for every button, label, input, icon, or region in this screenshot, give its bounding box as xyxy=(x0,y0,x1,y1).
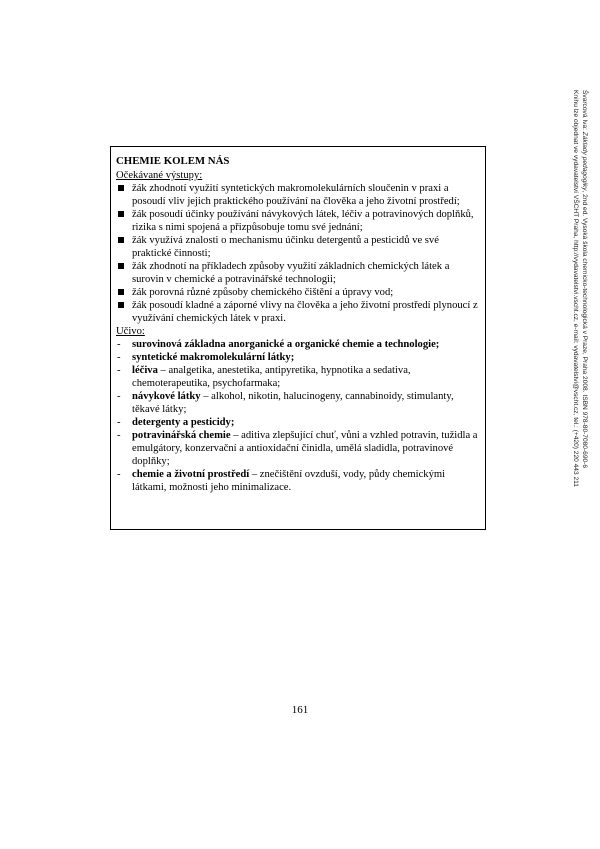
square-bullet-icon xyxy=(118,211,124,217)
outcome-item: žák porovná různé způsoby chemického čištění a úpravy vod; xyxy=(116,286,479,299)
curriculum-item xyxy=(116,416,479,429)
curriculum-term: léčiva xyxy=(132,365,158,376)
curriculum-item xyxy=(116,390,479,416)
dash-bullet-icon: - xyxy=(117,417,121,428)
content-box xyxy=(110,146,486,530)
curriculum-term: návykové látky xyxy=(132,391,201,402)
curriculum-term: detergenty a pesticidy; xyxy=(132,417,235,428)
curriculum-detail: – znečištění ovzduší, vody, půdy chemickými látkami, možnosti jeho minimalizace. xyxy=(132,469,446,493)
outcome-item: žák zhodnotí na příkladech způsoby využití základních chemických látek a surovin v chemické a potravinářské technologii; xyxy=(116,260,479,286)
dash-bullet-icon: - xyxy=(117,430,121,441)
citation-book-title: Základy pedagogiky xyxy=(581,131,588,191)
outcome-item: žák posoudí účinky používání návykových látek, léčiv a potravinových doplňků, rizika s nimi spojená a přizpůsobuje tomu své jednání; xyxy=(116,208,479,234)
outcomes-label: Očekávané výstupy: xyxy=(116,170,203,181)
curriculum-label: Učivo: xyxy=(116,326,145,337)
square-bullet-icon xyxy=(118,302,124,308)
dash-bullet-icon: - xyxy=(117,469,121,480)
curriculum-item xyxy=(116,429,479,468)
outcome-item: žák zhodnotí využití syntetických makromolekulárních sloučenin v praxi a posoudí vliv jejich praktického používání na člověka a jeho životní prostředí; xyxy=(116,182,479,208)
curriculum-term: surovinová základna anorganické a organické chemie a technologie; xyxy=(132,339,440,350)
curriculum-detail: – aditiva zlepšující chuť, vůni a vzhled potravin, tužidla a emulgátory, konzervační a antioxidační činidla, umělá sladidla, potravinové doplňky; xyxy=(132,430,478,467)
curriculum-item xyxy=(116,364,479,390)
citation-line-2: Knihu lze objednat ve vydavatelství VŠCHT Praha, http://vydavatelstvi.vscht.cz, e-mail: vydavatelstvi@vscht.cz, tel.: (+420) 220 443 211 xyxy=(572,90,579,487)
curriculum-term: syntetické makromolekulární látky; xyxy=(132,352,295,363)
page-number: 161 xyxy=(291,704,309,716)
curriculum-term: chemie a životní prostředí xyxy=(132,469,250,480)
curriculum-item xyxy=(116,468,479,494)
outcome-item: žák využívá znalosti o mechanismu účinku detergentů a pesticidů ve své praktické činnosti; xyxy=(116,234,479,260)
dash-bullet-icon: - xyxy=(117,352,121,363)
citation-line-1 xyxy=(580,90,589,580)
square-bullet-icon xyxy=(118,185,124,191)
curriculum-term: potravinářská chemie xyxy=(132,430,231,441)
outcome-item: žák posoudí kladné a záporné vlivy na člověka a jeho životní prostředí plynoucí z využívání chemických látek v praxi. xyxy=(116,299,479,325)
square-bullet-icon xyxy=(118,263,124,269)
outcomes-list xyxy=(116,182,479,325)
dash-bullet-icon: - xyxy=(117,339,121,350)
curriculum-item xyxy=(116,338,479,351)
citation-author: Švarcová Iva: xyxy=(581,90,588,130)
side-citation xyxy=(571,90,589,580)
box-title: CHEMIE KOLEM NÁS xyxy=(116,155,230,167)
dash-bullet-icon: - xyxy=(117,365,121,376)
curriculum-detail: – analgetika, anestetika, antipyretika, hypnotika a sedativa, chemoterapeutika, psychofarmaka; xyxy=(132,365,411,389)
curriculum-list xyxy=(116,338,479,494)
dash-bullet-icon: - xyxy=(117,391,121,402)
curriculum-detail: – alkohol, nikotin, halucinogeny, cannabinoidy, stimulanty, těkavé látky; xyxy=(132,391,454,415)
square-bullet-icon xyxy=(118,237,124,243)
curriculum-item xyxy=(116,351,479,364)
citation-publication: , 2nd ed. Vysoká škola chemicko-technologická v Praze, Praha 2008. ISBN 978-80-7080-690-6 xyxy=(581,190,588,469)
square-bullet-icon xyxy=(118,289,124,295)
